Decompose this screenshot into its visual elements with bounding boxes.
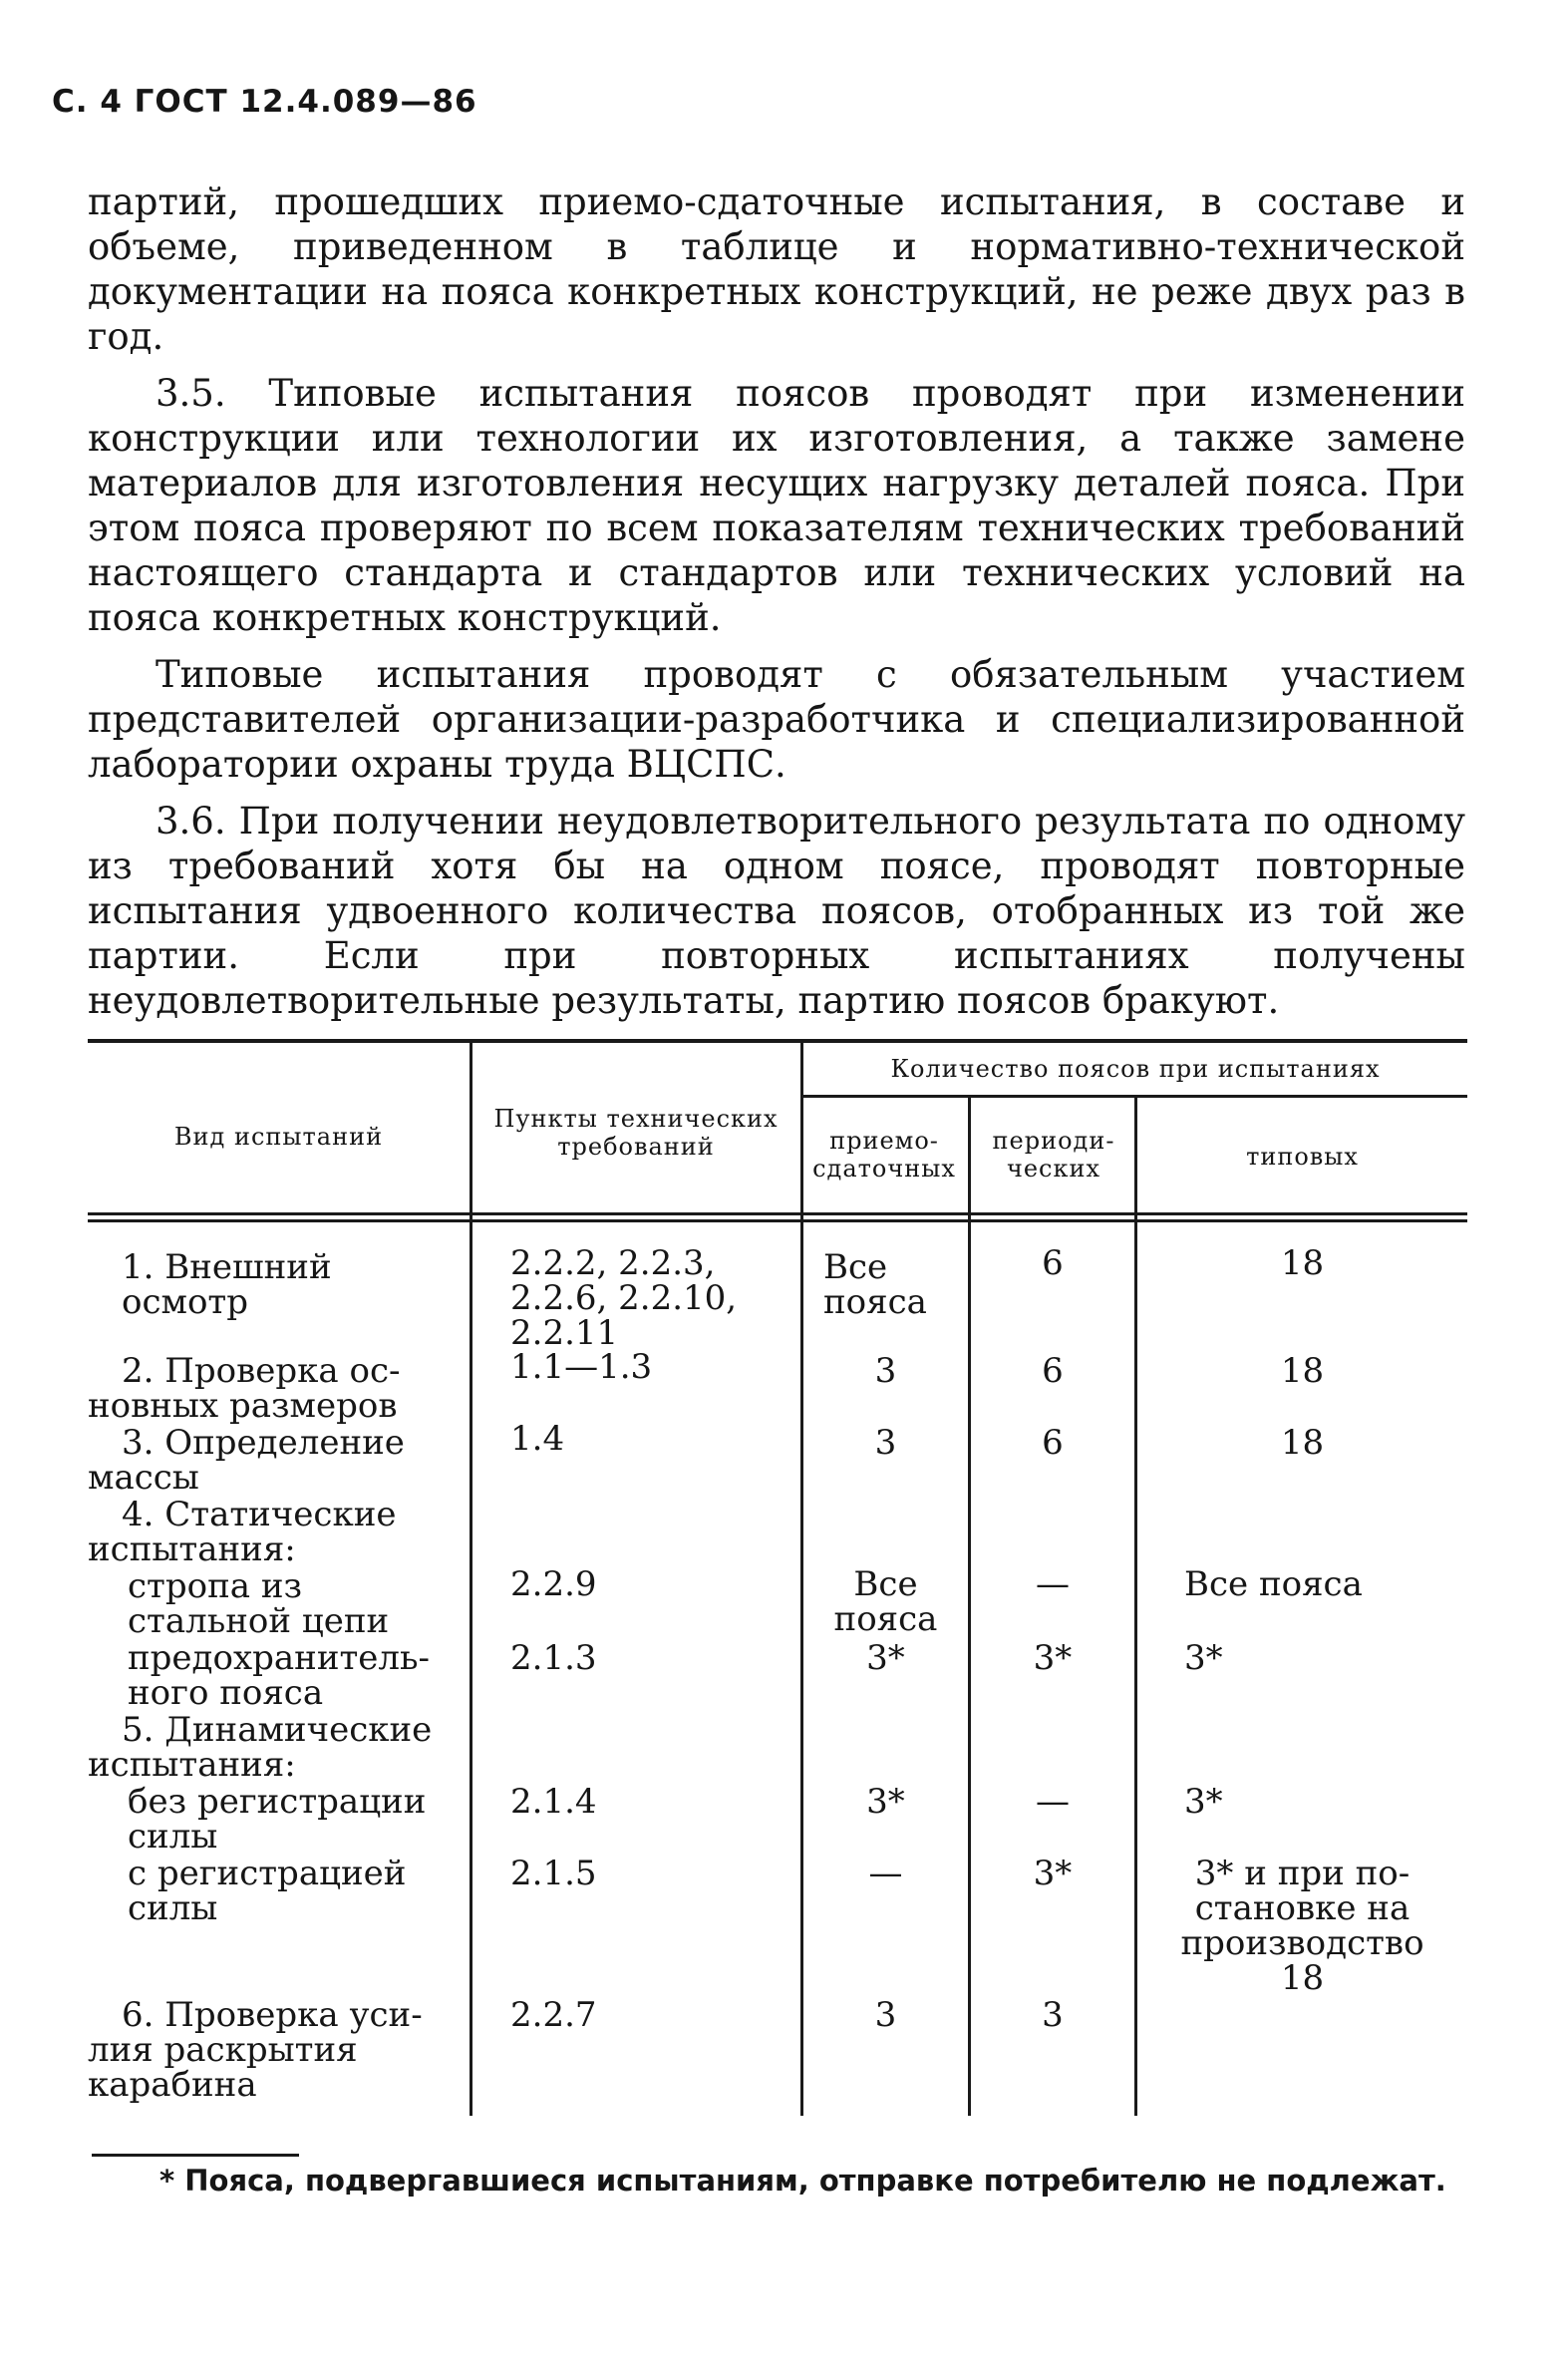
header-periodic: периоди-ческих [992,1127,1115,1183]
row-5a-per: — [1036,1782,1070,1822]
row-5-test: 5. Динамические испытания: [88,1710,433,1785]
header-quantity-group: Количество поясов при испытаниях [890,1055,1381,1083]
table-header-rule [88,1212,1467,1215]
row-2-acc: 3 [874,1351,897,1391]
table-header-rule-2 [88,1219,1467,1222]
body-text [88,179,1465,1035]
header-requirements: Пункты технических требований [493,1105,779,1161]
row-6-test: 6. Проверка уси- лия раскрытия карабина [88,1995,423,2105]
test-table [88,1039,1467,2116]
row-6-req: 2.2.7 [510,1995,597,2035]
paragraph-continuation: партий, прошедших приемо-сдаточные испытания, в составе и объеме, приведенном в таблице и нормативно-технической документации на пояса конкретных конструкций, не реже двух раз в год. [88,180,1465,358]
row-3-acc: 3 [874,1423,897,1463]
row-6-per: 3 [1042,1995,1064,2035]
row-1-acc: Все пояса [823,1247,927,1322]
row-5a-acc: 3* [866,1782,905,1822]
row-4a-per: — [1036,1564,1070,1604]
row-2-per: 6 [1042,1351,1064,1391]
row-4a-test: стропа из стальной цепи [128,1566,390,1641]
row-4b-req: 2.1.3 [510,1638,597,1678]
row-5a-req: 2.1.4 [510,1782,597,1822]
row-4a-acc: Все пояса [833,1564,938,1639]
header-acceptance: приемо-сдаточных [812,1127,956,1183]
row-5b-test: с регистрацией силы [128,1854,407,1928]
header-test-type: Вид испытаний [173,1123,384,1151]
row-3-per: 6 [1042,1423,1064,1463]
row-1-typ: 18 [1280,1243,1325,1283]
row-1-test: 1. Внешний осмотр [122,1247,332,1322]
table-col-rule-1 [470,1043,472,2116]
row-2-typ: 18 [1280,1351,1325,1391]
row-3-typ: 18 [1280,1423,1325,1463]
row-3-req: 1.4 [510,1419,565,1459]
row-5b-acc: — [868,1854,903,1893]
row-5a-test: без регистрации силы [128,1782,427,1857]
row-4a-typ: Все пояса [1184,1564,1363,1604]
paragraph-typical-tests: Типовые испытания проводят с обязательным участием представителей организации-разработчика и специализированной лаборатории охраны труда ВЦСПС. [88,653,1465,786]
row-5a-typ: 3* [1184,1782,1223,1822]
row-6-acc: 3 [874,1995,897,2035]
row-4b-test: предохранитель- ного пояса [128,1638,431,1713]
row-1-req: 2.2.2, 2.2.3, 2.2.6, 2.2.10, 2.2.11 [510,1243,738,1353]
header-typical: типовых [1246,1143,1359,1171]
row-4a-req: 2.2.9 [510,1564,597,1604]
row-5b-per: 3* [1033,1854,1073,1893]
row-5b-typ: 3* и при по- становке на производство 18 [1180,1854,1424,1998]
row-4b-acc: 3* [866,1638,905,1678]
row-3-test: 3. Определение массы [88,1423,405,1498]
row-2-req: 1.1—1.3 [510,1347,653,1387]
paragraph-3-5: 3.5. Типовые испытания поясов проводят при изменении конструкции или технологии их изготовления, а также замене материалов для изготовления несущих нагрузку деталей пояса. При этом пояса проверяют по всем показателям технических требований настоящего стандарта и стандартов или технических условий на пояса конкретных конструкций. [88,372,1465,639]
paragraph-3-6: 3.6. При получении неудовлетворительного результата по одному из требований хотя бы на одном поясе, проводят повторные испытания удвоенного количества поясов, отобранных из той же партии. Если при повторных испытаниях получены неудовлетворительные результаты, партию поясов бракуют. [88,800,1465,1022]
row-4b-typ: 3* [1184,1638,1223,1678]
row-4-test: 4. Статические испытания: [88,1495,397,1569]
row-1-per: 6 [1042,1243,1064,1283]
footnote-rule [92,2154,299,2157]
row-5b-req: 2.1.5 [510,1854,597,1893]
row-4b-per: 3* [1033,1638,1073,1678]
row-2-test: 2. Проверка ос- новных размеров [88,1351,401,1426]
page-header: С. 4 ГОСТ 12.4.089—86 [52,84,477,120]
table-top-rule [88,1039,1467,1043]
footnote: * Пояса, подвергавшиеся испытаниям, отправке потребителю не подлежат. [159,2164,1446,2198]
